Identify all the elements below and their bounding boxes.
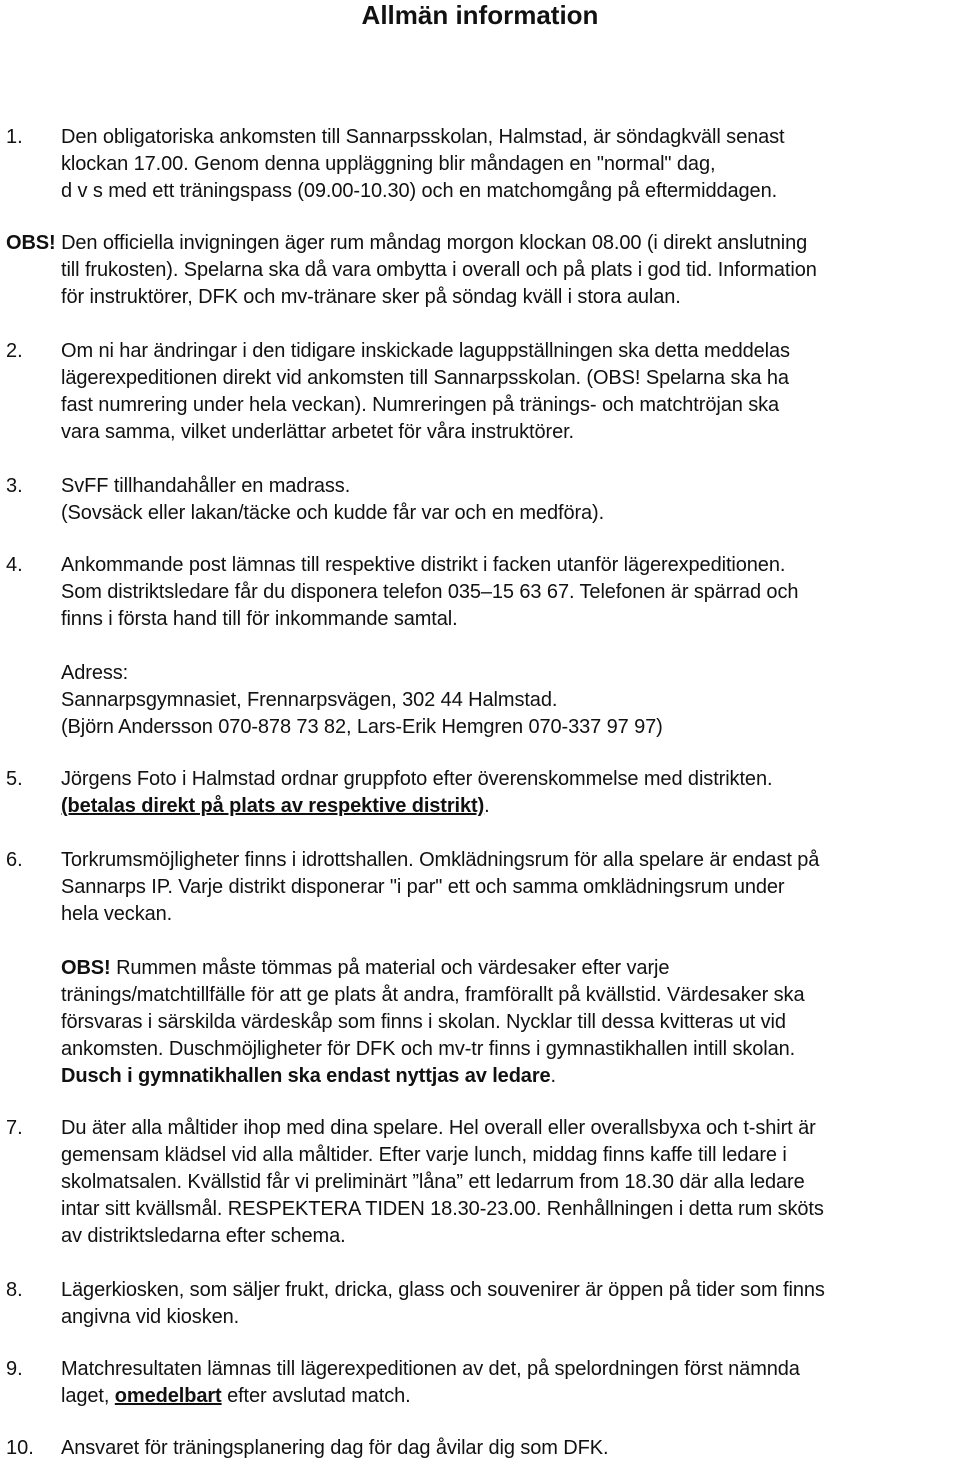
item-number: 5.: [6, 768, 23, 790]
item-number: 8.: [6, 1279, 23, 1301]
item-number: 6.: [6, 849, 23, 871]
item-text-line: SvFF tillhandahåller en madrass.: [61, 475, 351, 497]
address-label: Adress:: [61, 662, 129, 684]
shower-rule-bold: Dusch i gymnatikhallen ska endast nyttjas av ledare: [61, 1065, 551, 1087]
item-text-line: (Sovsäck eller lakan/täcke och kudde får var och en medföra).: [61, 502, 605, 524]
result-text-pre: laget,: [61, 1385, 115, 1407]
item-text-line: Lägerkiosken, som säljer frukt, dricka, glass och souvenirer är öppen på tider som finns: [61, 1279, 825, 1301]
item-text-line: [61, 1383, 411, 1410]
item-text-line: skolmatsalen. Kvällstid får vi preliminärt ”låna” ett ledarrum from 18.30 där alla ledare: [61, 1171, 805, 1193]
obs-note-line: tränings/matchtillfälle för att ge plats åt andra, framförallt på kvällstid. Värdesaker ska: [61, 984, 805, 1006]
item-number: 1.: [6, 126, 23, 148]
item-number: 10.: [6, 1437, 34, 1459]
address-contacts: (Björn Andersson 070-878 73 82, Lars-Erik Hemgren 070-337 97 97): [61, 716, 663, 738]
obs-note-line: [6, 230, 807, 257]
result-text-post: efter avslutad match.: [221, 1385, 411, 1407]
shower-rule: [61, 1063, 556, 1090]
item-text-line: Som distriktsledare får du disponera telefon 035–15 63 67. Telefonen är spärrad och: [61, 581, 799, 603]
item-number: 3.: [6, 475, 23, 497]
item-text-line: Jörgens Foto i Halmstad ordnar gruppfoto efter överenskommelse med distrikten.: [61, 768, 773, 790]
shower-rule-tail: .: [550, 1065, 557, 1087]
item-text-line: klockan 17.00. Genom denna uppläggning blir måndagen en "normal" dag,: [61, 153, 716, 175]
item-number: 7.: [6, 1117, 23, 1139]
item-text-line: vara samma, vilket underlättar arbetet för våra instruktörer.: [61, 421, 575, 443]
payment-tail: .: [484, 795, 490, 817]
obs-label: OBS!: [6, 232, 56, 254]
item-number: 4.: [6, 554, 23, 576]
item-number: 2.: [6, 340, 23, 362]
obs-text: Rummen måste tömmas på material och värdesaker efter varje: [110, 957, 670, 979]
item-text-line: Ansvaret för träningsplanering dag för dag åvilar dig som DFK.: [61, 1437, 609, 1459]
address-line: Sannarpsgymnasiet, Frennarpsvägen, 302 44 Halmstad.: [61, 689, 558, 711]
obs-label: OBS!: [61, 957, 111, 979]
item-text-line: d v s med ett träningspass (09.00-10.30) och en matchomgång på eftermiddagen.: [61, 180, 778, 202]
item-text-line: Ankommande post lämnas till respektive distrikt i facken utanför lägerexpeditionen.: [61, 554, 786, 576]
page-title: Allmän information: [361, 0, 599, 30]
item-text-line: hela veckan.: [61, 903, 173, 925]
item-text-line: lägerexpeditionen direkt vid ankomsten till Sannarpsskolan. (OBS! Spelarna ska ha: [61, 367, 789, 389]
item-number: 9.: [6, 1358, 23, 1380]
item-text-line: Matchresultaten lämnas till lägerexpeditionen av det, på spelordningen först nämnda: [61, 1358, 800, 1380]
item-text-line: finns i första hand till för inkommande samtal.: [61, 608, 458, 630]
item-text-line: av distriktsledarna efter schema.: [61, 1225, 346, 1247]
item-text-line: fast numrering under hela veckan). Numreringen på tränings- och matchtröjan ska: [61, 394, 780, 416]
item-text-line: Du äter alla måltider ihop med dina spelare. Hel overall eller overallsbyxa och t-shirt är: [61, 1117, 816, 1139]
item-text-line: Den obligatoriska ankomsten till Sannarpsskolan, Halmstad, är söndagkväll senast: [61, 126, 785, 148]
obs-note-line: [61, 955, 669, 982]
obs-note-line: till frukosten). Spelarna ska då vara ombytta i overall och på plats i god tid. Information: [61, 259, 817, 281]
item-text-line: Om ni har ändringar i den tidigare inskickade laguppställningen ska detta meddelas: [61, 340, 790, 362]
obs-note-line: ankomsten. Duschmöjligheter för DFK och mv-tr finns i gymnastikhallen intill skolan.: [61, 1038, 796, 1060]
result-emphasis: omedelbart: [114, 1385, 222, 1407]
item-text-line: gemensam klädsel vid alla måltider. Efter varje lunch, middag finns kaffe till ledare i: [61, 1144, 787, 1166]
obs-note-line: för instruktörer, DFK och mv-tränare sker på söndag kväll i stora aulan.: [61, 286, 681, 308]
item-text-line: intar sitt kvällsmål. RESPEKTERA TIDEN 18.30-23.00. Renhållningen i detta rum sköts: [61, 1198, 824, 1220]
item-text-line: Sannarps IP. Varje distrikt disponerar "i par" ett och samma omklädningsrum under: [61, 876, 785, 898]
item-text-line: angivna vid kiosken.: [61, 1306, 240, 1328]
item-text-line: Torkrumsmöjligheter finns i idrottshallen. Omklädningsrum för alla spelare är endast på: [61, 849, 820, 871]
obs-note-line: försvaras i särskilda värdeskåp som finns i skolan. Nycklar till dessa kvitteras ut vid: [61, 1011, 786, 1033]
obs-text: Den officiella invigningen äger rum måndag morgon klockan 08.00 (i direkt anslutning: [55, 232, 808, 254]
payment-note: [61, 793, 490, 820]
payment-emphasis: (betalas direkt på plats av respektive distrikt): [61, 795, 485, 817]
